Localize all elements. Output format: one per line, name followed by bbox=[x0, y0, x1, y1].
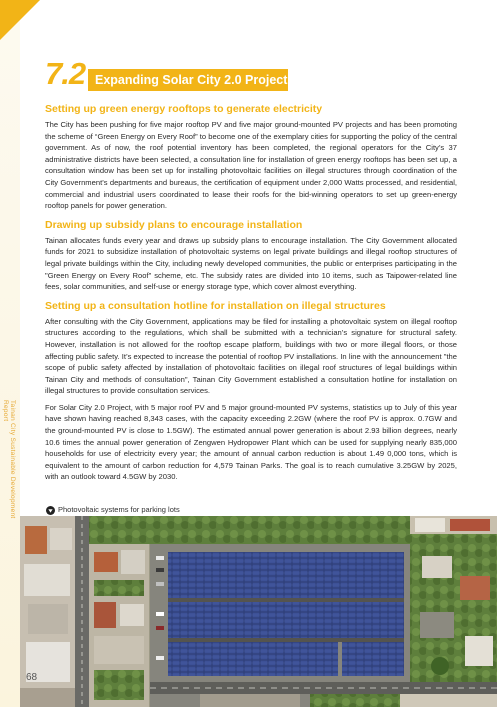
photo-caption-text: Photovoltaic systems for parking lots bbox=[58, 505, 180, 514]
paragraph-subsidy-plans: Tainan allocates funds every year and draws up subsidy plans to encourage installation. The City Government allocated funds for 2021 to subsidize installation of photovoltaic systems on legal private buildings and illegal rooftop structures of legal private buildings within the City, including newly developed communities, the public or enterprises participating in the "Green Energy on Every Roof" scheme, etc. The subsidy rates are divided into 10 items, such as Taipower-related line fees, solar communities, and self-use or energy storage type, which cover almost everything. bbox=[45, 235, 457, 292]
paragraph-solar-city-stats: For Solar City 2.0 Project, with 5 major roof PV and 5 major ground-mounted PV systems, statistics up to July of this year have shown having reached 8,343 cases, with the capacity exceeding 2.2GW (where the roof PV is approx. 0.7GW and the ground-mounted PV is close to 1.5GW). The estimated annual power generation is about 2.93 billion degrees, nearly 10.6 times the annual power generation of Zengwen Hydropower Plant which can be used for supplying nearly 835,000 households for use of electricity every year; the amount of annual carbon reduction is about 1.49 0,000 tons, which is equivalent to the amount of carbon reduction for 4,579 Tainan Parks. The goal is to reach cumulative 3.25GW by 2025, with an outlook toward 4.5GW by 2030. bbox=[45, 402, 457, 482]
paragraph-consultation-hotline: After consulting with the City Government, applications may be filed for installing a photovoltaic system on illegal rooftop structures according to the regulations, which shall be submitted with a technician’s signature for structural safety. However, installation is not allowed for the rooftop escape platform, buildings with two or more illegal floors, or those affecting public safety. It’s expected to increase the potential of rooftop PV installations. In line with the announcement "the scope of public safety affected by installation of photovoltaic facilities on illegal roof structures of legal buildings within Tainan City and methods of consultation", Tainan City Government established a consultation hotline for installation on illegal structures to provide consultation services. bbox=[45, 316, 457, 396]
paragraph-green-rooftops: The City has been pushing for five major rooftop PV and five major ground-mounted PV projects and has been promoting the scheme of “Green Energy on Every Roof” to become one of the exemplary cities for supporting the policy of the central government. As of now, the roof potential inventory has been completed, the regional operators for the City’s 37 administrative districts have been selected, a consultation line for installation of green energy rooftops has been set up, a consultation window has been set up for installing photovoltaic facilities on illegal structures through coordination of the City Government’s departments and bureaus, the certification of equipment under 2,000 Watts processed, and residential, commercial and industrial users coordinated to lease their roofs for the bid-winning operators to set up green-energy rooftop panels for power generation. bbox=[45, 120, 457, 211]
heading-green-rooftops: Setting up green energy rooftops to generate electricity bbox=[45, 103, 323, 115]
photo-caption bbox=[46, 505, 180, 515]
heading-consultation-hotline: Setting up a consultation hotline for installation on illegal structures bbox=[45, 299, 386, 312]
corner-decoration bbox=[0, 0, 40, 40]
heading-subsidy-plans: Drawing up subsidy plans to encourage installation bbox=[45, 218, 303, 231]
main-content bbox=[45, 100, 457, 483]
page-number: 68 bbox=[26, 672, 38, 683]
left-margin-band bbox=[0, 0, 20, 707]
location-pin-icon bbox=[46, 506, 55, 515]
side-report-label: Tainan City Sustainable Development Report bbox=[2, 400, 16, 519]
section-title: Expanding Solar City 2.0 Project bbox=[88, 69, 288, 91]
section-number: 7.2 bbox=[45, 56, 86, 91]
aerial-photo-parking-pv bbox=[20, 516, 497, 707]
